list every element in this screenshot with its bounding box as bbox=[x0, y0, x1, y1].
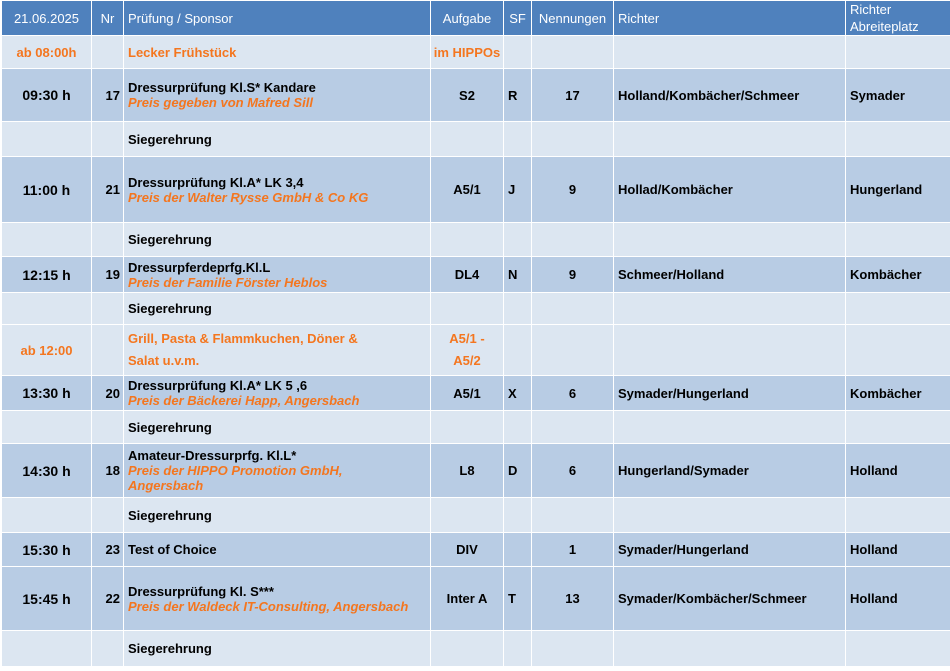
lunch-time: ab 12:00 bbox=[2, 325, 92, 376]
ceremony-label: Siegerehrung bbox=[124, 293, 431, 325]
row-nennungen: 9 bbox=[532, 157, 614, 223]
header-row bbox=[2, 1, 950, 36]
row-pruefung bbox=[124, 533, 431, 567]
row-abreite: Hungerland bbox=[846, 157, 950, 223]
row-time: 12:15 h bbox=[2, 257, 92, 293]
row-time: 14:30 h bbox=[2, 444, 92, 498]
ceremony-label: Siegerehrung bbox=[124, 122, 431, 157]
row-nennungen: 6 bbox=[532, 376, 614, 411]
table-row-ceremony bbox=[2, 122, 950, 157]
row-richter: Holland/Kombächer/Schmeer bbox=[614, 69, 846, 122]
row-nr: 19 bbox=[92, 257, 124, 293]
table-row-lunch bbox=[2, 325, 950, 376]
breakfast-text: Lecker Frühstück bbox=[124, 36, 431, 69]
row-sponsor: Preis der Bäckerei Happ, Angersbach bbox=[128, 393, 360, 408]
table-row-ceremony bbox=[2, 223, 950, 257]
row-pruefung bbox=[124, 157, 431, 223]
row-sf bbox=[504, 533, 532, 567]
lunch-text bbox=[124, 325, 431, 376]
row-abreite: Symader bbox=[846, 69, 950, 122]
row-title: Dressurpferdeprfg.Kl.L bbox=[128, 259, 271, 275]
table-row-ceremony bbox=[2, 411, 950, 444]
table-row bbox=[2, 257, 950, 293]
row-sponsor: Preis der Waldeck IT-Consulting, Angersbach bbox=[128, 598, 409, 614]
row-time: 11:00 h bbox=[2, 157, 92, 223]
row-sf: J bbox=[504, 157, 532, 223]
table-row bbox=[2, 376, 950, 411]
row-sponsor-line2: Angersbach bbox=[128, 478, 204, 493]
row-richter: Symader/Kombächer/Schmeer bbox=[614, 567, 846, 631]
header-nennungen: Nennungen bbox=[532, 1, 614, 36]
lunch-aufgabe bbox=[431, 325, 504, 376]
row-richter: Hollad/Kombächer bbox=[614, 157, 846, 223]
row-nennungen: 1 bbox=[532, 533, 614, 567]
row-abreite: Kombächer bbox=[846, 257, 950, 293]
row-sf: T bbox=[504, 567, 532, 631]
ceremony-label: Siegerehrung bbox=[124, 411, 431, 444]
header-pruefung: Prüfung / Sponsor bbox=[124, 1, 431, 36]
header-sf: SF bbox=[504, 1, 532, 36]
row-title: Dressurprüfung Kl. S*** bbox=[128, 583, 274, 599]
row-pruefung bbox=[124, 257, 431, 293]
row-nr: 21 bbox=[92, 157, 124, 223]
row-aufgabe: A5/1 bbox=[431, 376, 504, 411]
lunch-text-line2: Salat u.v.m. bbox=[128, 353, 200, 368]
table-row bbox=[2, 567, 950, 631]
header-aufgabe: Aufgabe bbox=[431, 1, 504, 36]
row-nr: 23 bbox=[92, 533, 124, 567]
table-row-ceremony bbox=[2, 293, 950, 325]
row-title: Dressurprüfung Kl.A* LK 5 ,6 bbox=[128, 378, 308, 393]
row-pruefung bbox=[124, 69, 431, 122]
row-nennungen: 9 bbox=[532, 257, 614, 293]
table-row-breakfast bbox=[2, 36, 950, 69]
row-nr: 20 bbox=[92, 376, 124, 411]
row-nr: 18 bbox=[92, 444, 124, 498]
schedule-table bbox=[1, 0, 950, 667]
row-sf: X bbox=[504, 376, 532, 411]
table-row-ceremony bbox=[2, 631, 950, 667]
row-title: Dressurprüfung Kl.S* Kandare bbox=[128, 80, 316, 95]
row-nennungen: 6 bbox=[532, 444, 614, 498]
row-pruefung bbox=[124, 444, 431, 498]
row-sponsor-line1: Preis der HIPPO Promotion GmbH, bbox=[128, 463, 343, 478]
table-row bbox=[2, 533, 950, 567]
row-abreite: Kombächer bbox=[846, 376, 950, 411]
row-richter: Symader/Hungerland bbox=[614, 533, 846, 567]
row-sponsor: Preis der Familie Förster Heblos bbox=[128, 274, 328, 290]
row-aufgabe: DIV bbox=[431, 533, 504, 567]
row-aufgabe: S2 bbox=[431, 69, 504, 122]
row-richter: Hungerland/Symader bbox=[614, 444, 846, 498]
breakfast-place: im HIPPOs bbox=[431, 36, 504, 69]
table-row bbox=[2, 69, 950, 122]
row-title: Amateur-Dressurprfg. Kl.L* bbox=[128, 448, 297, 463]
lunch-aufgabe-line2: A5/2 bbox=[453, 353, 481, 368]
header-date: 21.06.2025 bbox=[2, 1, 92, 36]
row-time: 15:45 h bbox=[2, 567, 92, 631]
row-time: 15:30 h bbox=[2, 533, 92, 567]
row-sf: N bbox=[504, 257, 532, 293]
row-richter: Symader/Hungerland bbox=[614, 376, 846, 411]
table-row bbox=[2, 444, 950, 498]
row-pruefung bbox=[124, 567, 431, 631]
table-row-ceremony bbox=[2, 498, 950, 533]
header-richter-abreite-line2: Abreiteplatz bbox=[850, 19, 919, 34]
row-time: 09:30 h bbox=[2, 69, 92, 122]
lunch-text-line1: Grill, Pasta & Flammkuchen, Döner & bbox=[128, 331, 358, 346]
row-abreite: Holland bbox=[846, 444, 950, 498]
row-time: 13:30 h bbox=[2, 376, 92, 411]
breakfast-time: ab 08:00h bbox=[2, 36, 92, 69]
ceremony-label: Siegerehrung bbox=[124, 631, 431, 667]
row-richter: Schmeer/Holland bbox=[614, 257, 846, 293]
row-nennungen: 13 bbox=[532, 567, 614, 631]
row-title: Test of Choice bbox=[128, 542, 217, 557]
lunch-aufgabe-line1: A5/1 - bbox=[449, 331, 485, 346]
row-nr: 22 bbox=[92, 567, 124, 631]
row-title: Dressurprüfung Kl.A* LK 3,4 bbox=[128, 174, 304, 190]
row-aufgabe: A5/1 bbox=[431, 157, 504, 223]
row-sf: R bbox=[504, 69, 532, 122]
row-sponsor: Preis der Walter Rysse GmbH & Co KG bbox=[128, 189, 369, 205]
header-nr: Nr bbox=[92, 1, 124, 36]
table-row bbox=[2, 157, 950, 223]
row-aufgabe: L8 bbox=[431, 444, 504, 498]
header-richter-abreiteplatz bbox=[846, 1, 950, 36]
row-pruefung bbox=[124, 376, 431, 411]
header-richter: Richter bbox=[614, 1, 846, 36]
row-aufgabe: DL4 bbox=[431, 257, 504, 293]
row-aufgabe: Inter A bbox=[431, 567, 504, 631]
row-sf: D bbox=[504, 444, 532, 498]
row-nr: 17 bbox=[92, 69, 124, 122]
ceremony-label: Siegerehrung bbox=[124, 223, 431, 257]
row-nennungen: 17 bbox=[532, 69, 614, 122]
ceremony-label: Siegerehrung bbox=[124, 498, 431, 533]
row-abreite: Holland bbox=[846, 533, 950, 567]
row-abreite: Holland bbox=[846, 567, 950, 631]
header-richter-abreite-line1: Richter bbox=[850, 2, 892, 17]
row-sponsor: Preis gegeben von Mafred Sill bbox=[128, 95, 313, 110]
